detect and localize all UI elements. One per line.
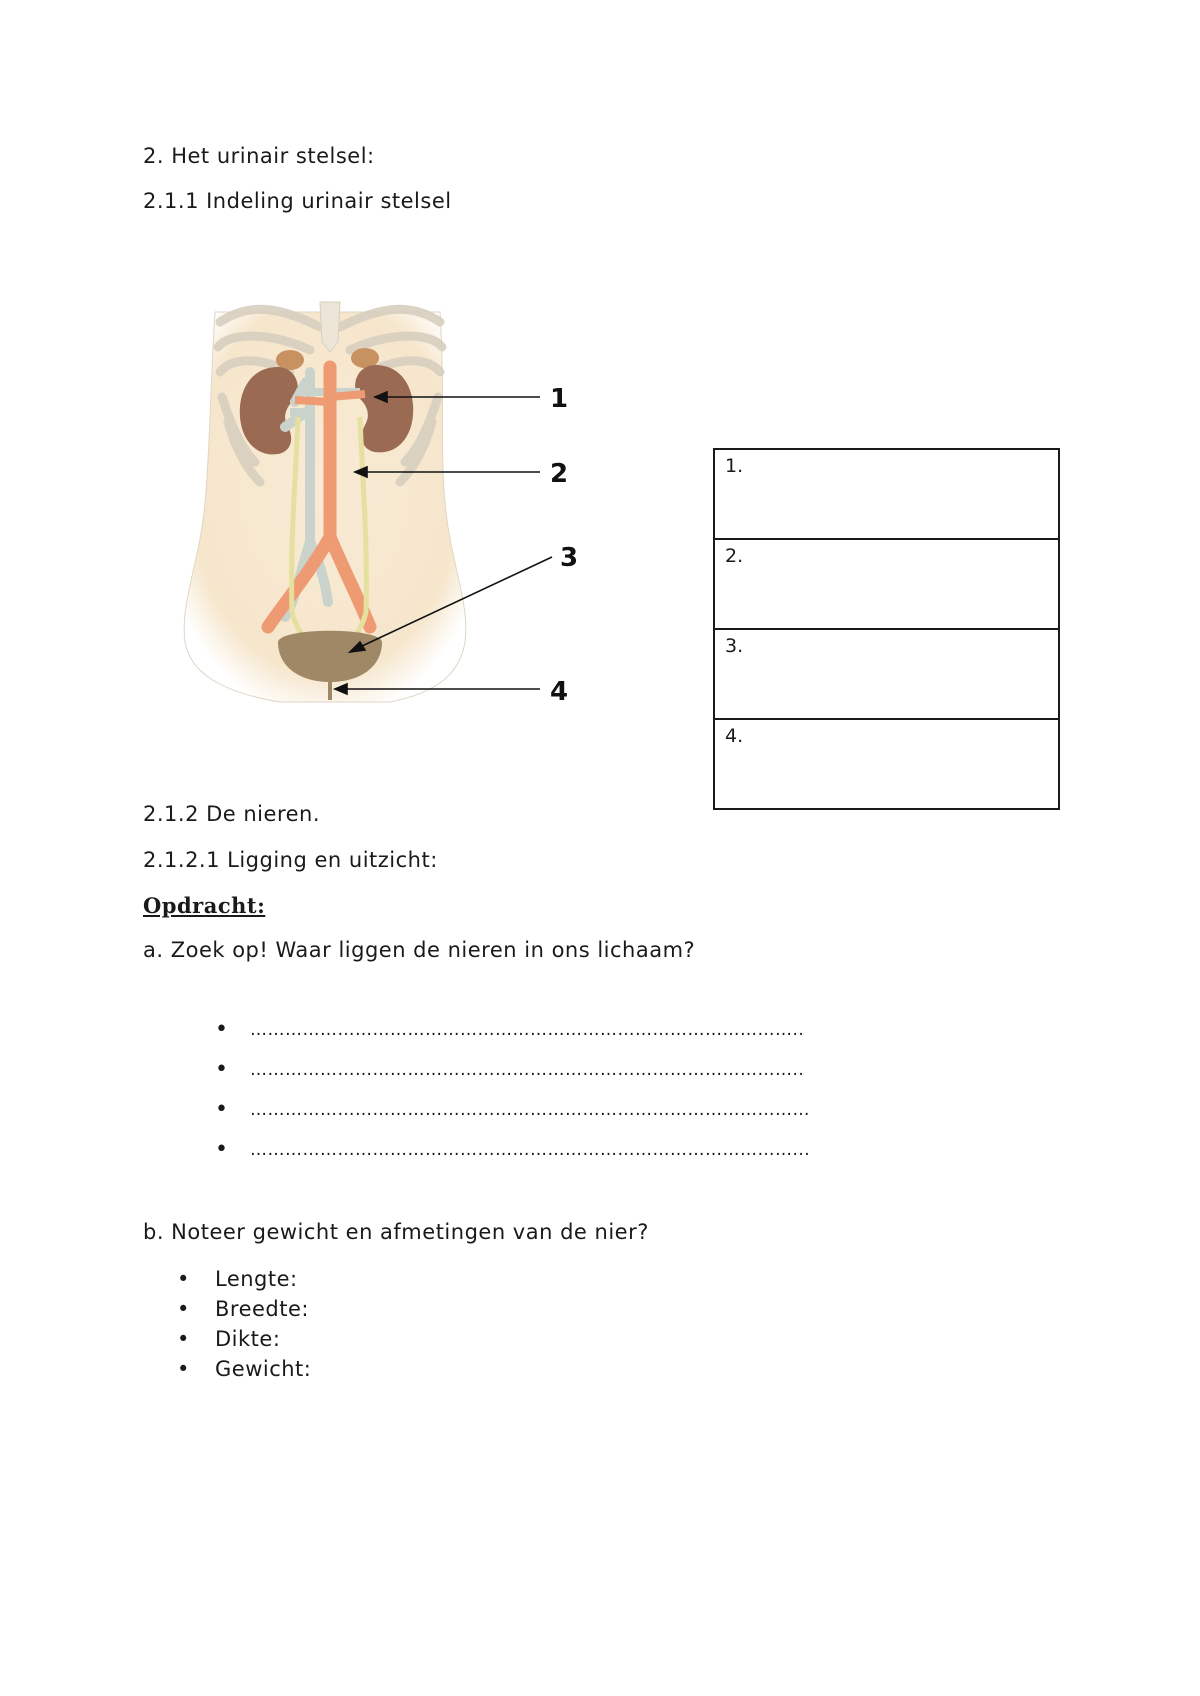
urinary-system-diagram	[160, 272, 620, 742]
section-heading: 2. Het urinair stelsel:	[143, 144, 375, 168]
measurement-item[interactable]: • Gewicht:	[175, 1354, 311, 1384]
measurement-item[interactable]: • Dikte:	[175, 1324, 311, 1354]
bullet-icon: •	[215, 1017, 229, 1042]
urethra	[328, 680, 332, 700]
answer-cell-3[interactable]: 3.	[714, 629, 1059, 719]
answer-line[interactable]: • …………………………………………………………………………………...	[210, 1130, 810, 1170]
bullet-icon: •	[177, 1267, 190, 1291]
answer-table	[713, 448, 1060, 810]
bullet-icon: •	[215, 1097, 229, 1122]
assignment-label: Opdracht:	[143, 893, 266, 918]
location-heading: 2.1.2.1 Ligging en uitzicht:	[143, 848, 438, 872]
label-4: 4	[550, 677, 569, 707]
bullet-icon: •	[215, 1137, 229, 1162]
right-adrenal	[351, 348, 379, 368]
subsection-heading: 2.1.1 Indeling urinair stelsel	[143, 189, 452, 213]
label-3: 3	[560, 543, 579, 573]
question-a: a. Zoek op! Waar liggen de nieren in ons lichaam?	[143, 938, 696, 962]
kidneys-heading: 2.1.2 De nieren.	[143, 802, 321, 826]
answer-line[interactable]: • …………………………………………………………………………………..	[210, 1010, 810, 1050]
answer-cell-1[interactable]: 1.	[714, 449, 1059, 539]
measurement-list	[175, 1264, 311, 1384]
bullet-icon: •	[177, 1357, 190, 1381]
answer-lines-list	[210, 1010, 810, 1170]
left-adrenal	[276, 350, 304, 370]
bullet-icon: •	[177, 1297, 190, 1321]
answer-cell-2[interactable]: 2.	[714, 539, 1059, 629]
answer-line[interactable]: • …………………………………………………………………………………..	[210, 1050, 810, 1090]
question-b: b. Noteer gewicht en afmetingen van de nier?	[143, 1220, 649, 1244]
bullet-icon: •	[177, 1327, 190, 1351]
answer-cell-4[interactable]: 4.	[714, 719, 1059, 809]
bullet-icon: •	[215, 1057, 229, 1082]
measurement-item[interactable]: • Lengte:	[175, 1264, 311, 1294]
label-1: 1	[550, 384, 569, 414]
measurement-item[interactable]: • Breedte:	[175, 1294, 311, 1324]
answer-line[interactable]: • ……………………………………………………………………………………	[210, 1090, 810, 1130]
label-2: 2	[550, 459, 569, 489]
